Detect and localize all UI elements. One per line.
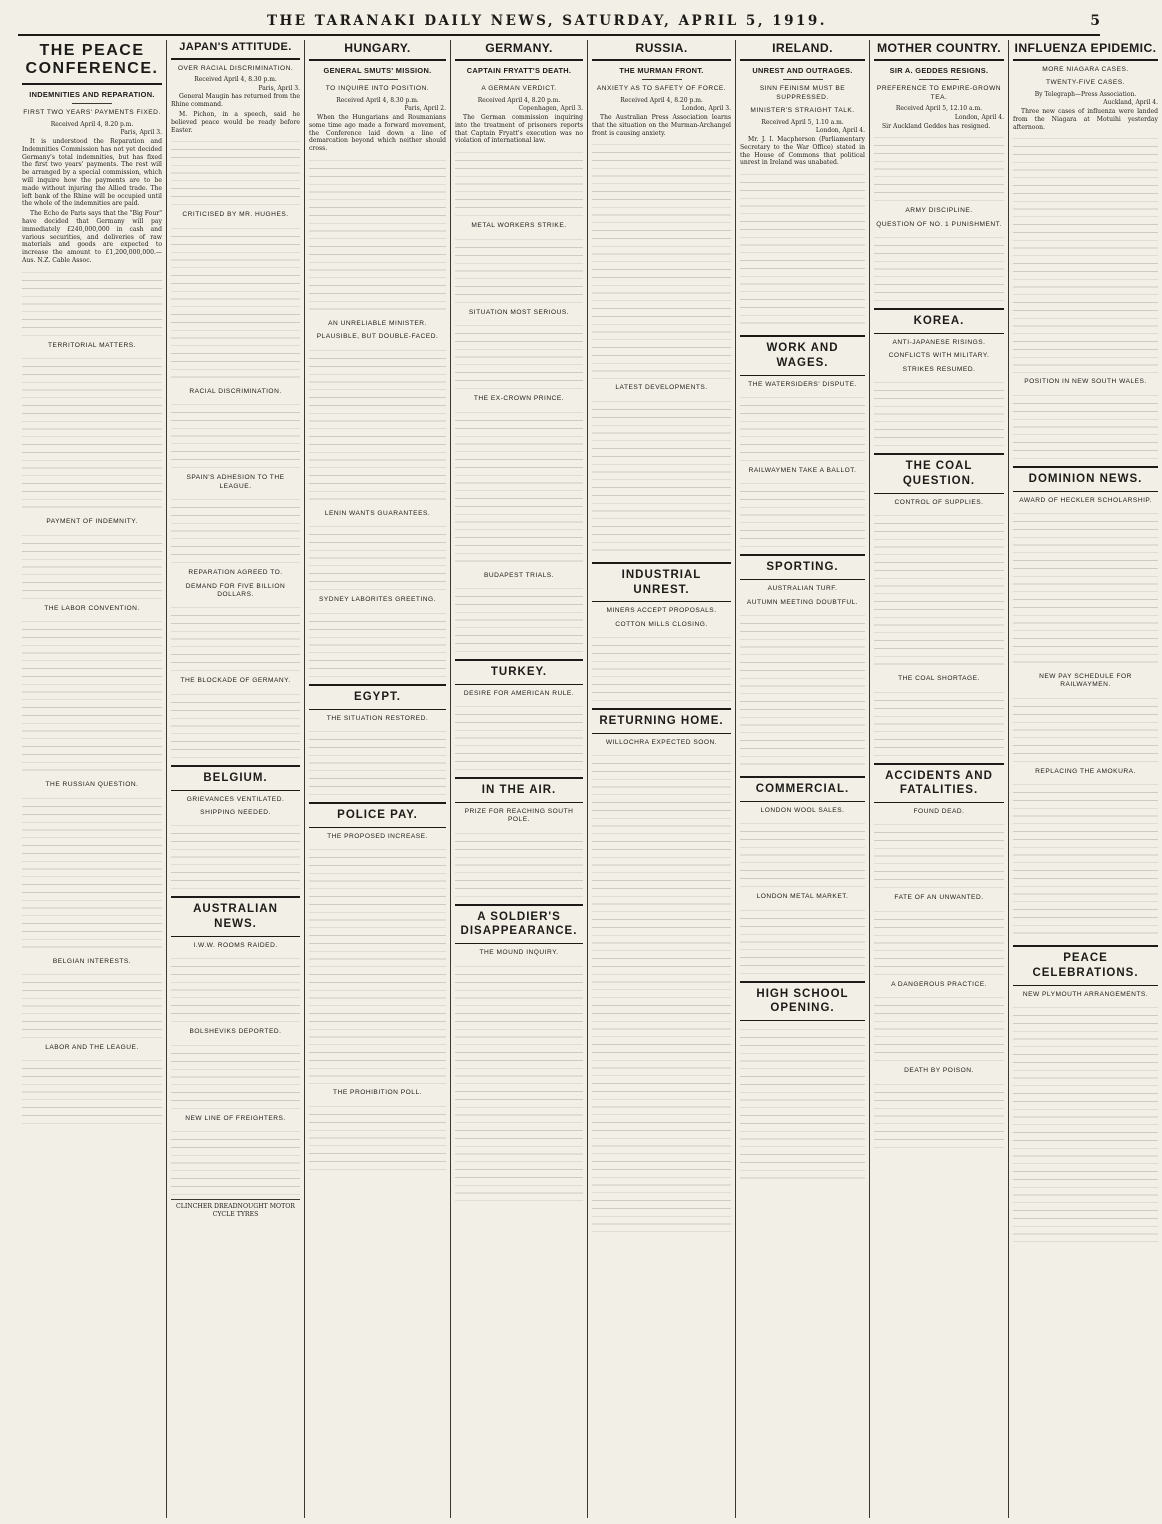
paragraph: The Echo de Paris says that the "Big Four" have decided that Germany will pay immediately £240,000,000 in cash and various securities, and deliveries of raw materials and goods are expected to increase the amount to £1,200,000,000.—Aus. N.Z. Cable Assoc. (22, 210, 162, 264)
paragraph: M. Pichon, in a speech, said he believed peace would be ready before Easter. (171, 110, 300, 134)
article-subhead: SPAIN'S ADHESION TO THE LEAGUE. (186, 474, 285, 490)
article-subhead: RACIAL DISCRIMINATION. (189, 387, 282, 395)
paragraph: Three new cases of influenza were landed from the Niagara at Motuihi yesterday afternoon. (1013, 108, 1158, 131)
divider (72, 103, 112, 104)
newspaper-title: THE TARANAKI DAILY NEWS, SATURDAY, APRIL 5, 1919. (267, 13, 827, 30)
place-date: London, April 4. (815, 127, 865, 135)
article-subhead: SHIPPING NEEDED. (200, 808, 271, 816)
paragraph: Sir Auckland Geddes has resigned. (882, 122, 991, 130)
section-heading: ACCIDENTS AND FATALITIES. (874, 763, 1004, 803)
place-date: Auckland, April 4. (1103, 99, 1158, 107)
article-subhead: FOUND DEAD. (913, 807, 965, 815)
section-heading: INDUSTRIAL UNREST. (592, 562, 731, 602)
section-heading: SPORTING. (740, 554, 865, 580)
section-heading: POLICE PAY. (309, 802, 446, 828)
article-subhead: COTTON MILLS CLOSING. (615, 620, 708, 628)
article-subhead: STRIKES RESUMED. (902, 365, 976, 373)
column-heading: JAPAN'S ATTITUDE. (171, 40, 300, 60)
article-subhead: MINERS ACCEPT PROPOSALS. (606, 607, 717, 615)
column-ireland (736, 40, 870, 1518)
article-subhead: TWENTY-FIVE CASES. (1045, 79, 1126, 87)
advertisement: CLINCHER DREADNOUGHT MOTOR CYCLE TYRES (171, 1199, 300, 1222)
dateline: Received April 5, 12.10 a.m. (895, 105, 983, 113)
text-block (171, 399, 300, 469)
place-date: Paris, April 3. (120, 129, 162, 137)
place-date: London, April 4. (954, 113, 1004, 121)
text-block (22, 969, 162, 1039)
dateline: Received April 4, 8.30 p.m. (194, 75, 277, 83)
text-block (22, 616, 162, 776)
divider (919, 79, 959, 80)
article-subhead: SINN FEINISM MUST BE SUPPRESSED. (759, 85, 846, 101)
text-block (592, 632, 731, 702)
text-block (740, 169, 865, 329)
article-subhead: THE COAL SHORTAGE. (898, 675, 980, 683)
text-block (171, 1040, 300, 1110)
text-block (592, 139, 731, 379)
article-subhead: QUESTION OF NO. 1 PUNISHMENT. (876, 220, 1002, 228)
text-block (309, 1101, 446, 1171)
section-heading: TURKEY. (455, 659, 583, 685)
article-subhead: DEMAND FOR FIVE BILLION DOLLARS. (185, 582, 286, 598)
column-peace-conference (18, 40, 167, 1518)
article-subhead: AUTUMN MEETING DOUBTFUL. (746, 598, 859, 606)
article-subhead: GRIEVANCES VENTILATED. (186, 795, 285, 803)
article-subhead: MINISTER'S STRAIGHT TALK. (750, 107, 855, 115)
article-subhead: LABOR AND THE LEAGUE. (45, 1043, 139, 1051)
article-subhead: THE MURMAN FRONT. (619, 65, 704, 75)
article-subhead: THE MOUND INQUIRY. (479, 949, 559, 957)
dateline: Received April 4, 8.20 p.m. (620, 96, 703, 104)
column-hungary (305, 40, 451, 1518)
text-block (171, 223, 300, 383)
section-heading: AUSTRALIAN NEWS. (171, 896, 300, 936)
article-subhead: SITUATION MOST SERIOUS. (468, 308, 570, 316)
place-date: Paris, April 2. (404, 105, 446, 113)
text-block (1013, 1002, 1158, 1242)
column-mother-country (870, 40, 1009, 1518)
text-block (1013, 133, 1158, 373)
text-block (455, 147, 583, 217)
dateline: Received April 5, 1.10 a.m. (761, 118, 844, 126)
text-block (22, 1055, 162, 1125)
article-subhead: AWARD OF HECKLER SCHOLARSHIP. (1019, 496, 1152, 504)
text-block (874, 377, 1004, 447)
text-block (740, 905, 865, 975)
article-subhead: PLAUSIBLE, BUT DOUBLE-FACED. (316, 333, 439, 341)
article-subhead: INDEMNITIES AND REPARATION. (29, 89, 155, 99)
text-block (309, 608, 446, 678)
article-subhead: THE LABOR CONVENTION. (44, 604, 140, 612)
article-subhead: MORE NIAGARA CASES. (1042, 65, 1129, 73)
article-subhead: DEATH BY POISON. (904, 1067, 974, 1075)
text-block (874, 232, 1004, 302)
text-block (592, 992, 731, 1232)
text-block (874, 132, 1004, 202)
article-subhead: THE RUSSIAN QUESTION. (45, 781, 139, 789)
text-block (874, 819, 1004, 889)
divider (499, 79, 539, 80)
article-subhead: NEW PAY SCHEDULE FOR RAILWAYMEN. (1039, 673, 1132, 689)
text-block (455, 583, 583, 653)
column-heading: THE PEACE CONFERENCE. (22, 40, 162, 85)
text-block (1013, 779, 1158, 939)
text-block (455, 407, 583, 567)
article-subhead: LENIN WANTS GUARANTEES. (324, 509, 431, 517)
text-block (874, 992, 1004, 1062)
divider (358, 79, 398, 80)
article-subhead: SYDNEY LABORITES GREETING. (319, 596, 436, 604)
article-subhead: BELGIAN INTERESTS. (52, 957, 132, 965)
text-block (455, 234, 583, 304)
text-block (740, 392, 865, 462)
article-subhead: THE BLOCKADE OF GERMANY. (180, 677, 291, 685)
article-subhead: WILLOCHRA EXPECTED SOON. (605, 738, 718, 746)
text-block (874, 1079, 1004, 1149)
column-russia (588, 40, 736, 1518)
article-subhead: NEW PLYMOUTH ARRANGEMENTS. (1022, 990, 1149, 998)
article-subhead: GENERAL SMUTS' MISSION. (323, 65, 432, 75)
article-subhead: THE WATERSIDERS' DISPUTE. (748, 380, 857, 388)
section-heading: HIGH SCHOOL OPENING. (740, 981, 865, 1021)
article-subhead: SIR A. GEDDES RESIGNS. (889, 65, 989, 75)
article-subhead: ANXIETY AS TO SAFETY OF FORCE. (596, 85, 727, 93)
page-number: 5 (1090, 13, 1100, 30)
section-heading: EGYPT. (309, 684, 446, 710)
article-subhead: RAILWAYMEN TAKE A BALLOT. (748, 467, 857, 474)
article-subhead: FIRST TWO YEARS' PAYMENTS FIXED. (23, 109, 161, 117)
article-subhead: BUDAPEST TRIALS. (483, 571, 555, 579)
text-block (455, 961, 583, 1201)
article-subhead: THE SITUATION RESTORED. (326, 714, 429, 722)
column-heading: INFLUENZA EPIDEMIC. (1013, 40, 1158, 61)
text-block (874, 510, 1004, 670)
columns (18, 40, 1158, 1518)
text-block (171, 953, 300, 1023)
text-block (309, 155, 446, 315)
article-subhead: THE EX-CROWN PRINCE. (473, 395, 565, 403)
article-subhead: LATEST DEVELOPMENTS. (615, 384, 708, 392)
text-block (1013, 508, 1158, 668)
text-block (22, 267, 162, 337)
text-block (171, 136, 300, 206)
column-heading: RUSSIA. (592, 40, 731, 61)
text-block (22, 793, 162, 953)
text-block (309, 844, 446, 1084)
text-block (22, 353, 162, 513)
article-subhead: AN UNRELIABLE MINISTER. (328, 320, 427, 328)
article-subhead: TO INQUIRE INTO POSITION. (325, 85, 430, 93)
text-block (740, 610, 865, 770)
section-heading: COMMERCIAL. (740, 776, 865, 802)
text-block (1013, 390, 1158, 460)
paragraph: It is understood the Reparation and Indemnities Commission has not yet decided Germany's total indemnities, but has fixed the first two years' payments. The rest will be arranged by a special commission, which will inquire how the payments are to be made without injuring the Allied trade. The left bank of the Rhine will be occupied until the whole of the indemnities are paid. (22, 138, 162, 208)
section-heading: A SOLDIER'S DISAPPEARANCE. (455, 904, 583, 944)
masthead (18, 10, 1100, 36)
section-heading: THE COAL QUESTION. (874, 453, 1004, 493)
article-subhead: PAYMENT OF INDEMNITY. (46, 518, 138, 526)
paragraph: The Australian Press Association learns that the situation on the Murman-Archangel front is causing anxiety. (592, 114, 731, 137)
article-subhead: BOLSHEVIKS DEPORTED. (189, 1028, 282, 1036)
place-date: Paris, April 3. (258, 84, 300, 92)
text-block (455, 828, 583, 898)
column-heading: MOTHER COUNTRY. (874, 40, 1004, 61)
text-block (309, 521, 446, 591)
article-subhead: CONTROL OF SUPPLIES. (894, 498, 984, 506)
article-subhead: REPLACING THE AMOKURA. (1035, 767, 1136, 775)
article-subhead: REPARATION AGREED TO. (188, 569, 283, 577)
article-subhead: FATE OF AN UNWANTED. (894, 894, 984, 902)
text-block (22, 530, 162, 600)
article-subhead: CAPTAIN FRYATT'S DEATH. (466, 65, 572, 75)
column-heading: HUNGARY. (309, 40, 446, 61)
section-heading: DOMINION NEWS. (1013, 466, 1158, 492)
section-heading: RETURNING HOME. (592, 708, 731, 734)
text-block (740, 818, 865, 888)
article-subhead: OVER RACIAL DISCRIMINATION. (177, 64, 294, 72)
article-subhead: POSITION IN NEW SOUTH WALES. (1024, 378, 1147, 386)
dateline: By Telegraph—Press Association. (1034, 90, 1137, 98)
article-subhead: DESIRE FOR AMERICAN RULE. (463, 689, 575, 697)
paragraph: Mr. J. I. Macpherson (Parliamentary Secretary to the War Office) stated in the House of Commons that political unrest in Ireland was unabated. (740, 135, 865, 167)
text-block (171, 602, 300, 672)
article-subhead: AUSTRALIAN TURF. (767, 585, 838, 593)
place-date: London, April 3. (681, 105, 731, 113)
text-block (874, 687, 1004, 757)
paragraph: The German commission inquiring into the treatment of prisoners reports that Captain Fryatt's execution was no violation of international law. (455, 114, 583, 145)
dateline: Received April 4, 8.20 p.m. (477, 96, 561, 104)
dateline: Received April 4, 8.30 p.m. (336, 96, 419, 104)
article-subhead: LONDON METAL MARKET. (756, 893, 849, 901)
text-block (455, 320, 583, 390)
paragraph: General Maugin has returned from the Rhine command. (171, 93, 300, 109)
text-block (171, 1126, 300, 1196)
column-germany (451, 40, 588, 1518)
text-block (740, 478, 865, 548)
article-subhead: METAL WORKERS STRIKE. (471, 222, 567, 230)
column-japan (167, 40, 305, 1518)
text-block (592, 396, 731, 556)
article-subhead: ANTI-JAPANESE RISINGS. (892, 338, 986, 346)
divider (642, 79, 682, 80)
text-block (592, 750, 731, 990)
column-influenza (1009, 40, 1162, 1518)
text-block (171, 820, 300, 890)
article-subhead: THE PROPOSED INCREASE. (327, 832, 428, 840)
article-subhead: TERRITORIAL MATTERS. (48, 341, 136, 349)
article-subhead: LONDON WOOL SALES. (760, 806, 845, 814)
section-heading: PEACE CELEBRATIONS. (1013, 945, 1158, 985)
text-block (309, 345, 446, 505)
article-subhead: NEW LINE OF FREIGHTERS. (185, 1114, 286, 1122)
article-subhead: UNREST AND OUTRAGES. (752, 65, 853, 75)
paragraph: When the Hungarians and Roumanians some time ago made a forward movement, the Conference laid down a line of demarcation beyond which neither should cross. (309, 114, 446, 153)
section-heading: BELGIUM. (171, 765, 300, 791)
section-heading: KOREA. (874, 308, 1004, 334)
text-block (740, 1024, 865, 1184)
place-date: Copenhagen, April 3. (518, 105, 583, 113)
text-block (455, 701, 583, 771)
article-subhead: CRITICISED BY MR. HUGHES. (182, 211, 289, 219)
column-heading: GERMANY. (455, 40, 583, 61)
divider (783, 79, 823, 80)
article-subhead: THE PROHIBITION POLL. (333, 1089, 422, 1097)
text-block (171, 689, 300, 759)
article-subhead: A DANGEROUS PRACTICE. (891, 980, 987, 988)
section-heading: IN THE AIR. (455, 777, 583, 803)
section-heading: WORK AND WAGES. (740, 335, 865, 375)
article-subhead: PRIZE FOR REACHING SOUTH POLE. (464, 807, 574, 824)
article-subhead: A GERMAN VERDICT. (481, 85, 557, 93)
text-block (171, 494, 300, 564)
text-block (874, 906, 1004, 976)
text-block (309, 726, 446, 796)
article-subhead: PREFERENCE TO EMPIRE-GROWN TEA. (876, 85, 1002, 101)
dateline: Received April 4, 8.20 p.m. (50, 120, 134, 128)
article-subhead: CONFLICTS WITH MILITARY. (888, 352, 990, 360)
article-subhead: ARMY DISCIPLINE. (905, 207, 973, 215)
column-heading: IRELAND. (740, 40, 865, 61)
text-block (1013, 693, 1158, 763)
article-subhead: I.W.W. ROOMS RAIDED. (193, 941, 278, 949)
